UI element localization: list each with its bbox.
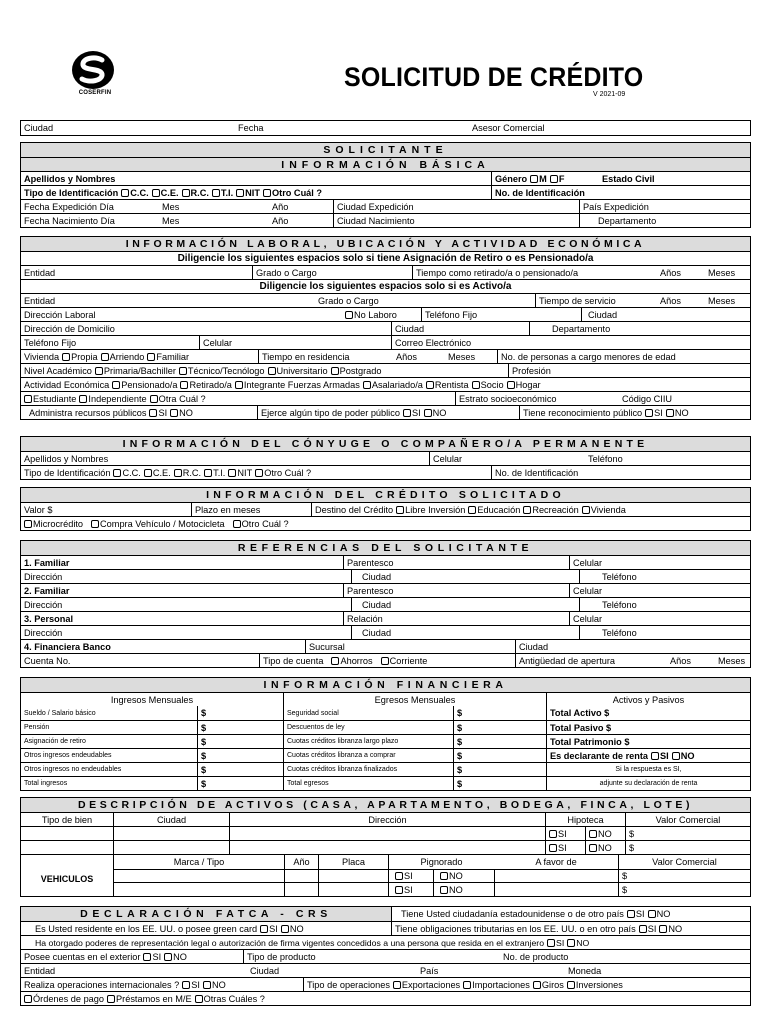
ref-familiar1-parentesco[interactable]: Parentesco — [343, 556, 569, 569]
conyuge-section — [20, 436, 751, 480]
ingreso-value[interactable]: $ — [197, 777, 283, 790]
egreso-value[interactable]: $ — [453, 763, 546, 776]
fatca-entidad-field[interactable]: Entidad — [24, 965, 56, 976]
retirado-checkbox[interactable] — [180, 381, 188, 389]
bien2-hipoteca-no-checkbox[interactable] — [589, 844, 597, 852]
vehiculo2-ano[interactable] — [284, 883, 318, 896]
bien1-tipo[interactable] — [21, 827, 113, 840]
ref-familiar2-telefono[interactable]: Teléfono — [579, 598, 750, 611]
exportaciones-checkbox[interactable] — [393, 981, 401, 989]
financiera-row — [21, 706, 750, 720]
solicitante-section — [20, 142, 751, 228]
coserfin-logo — [66, 48, 124, 98]
no-producto-field[interactable]: No. de producto — [503, 951, 569, 962]
genero-field: Género M F — [491, 172, 599, 185]
egreso-label: Cuotas créditos libranza finalizados — [283, 763, 453, 776]
bien1-ciudad[interactable] — [113, 827, 229, 840]
bien2-tipo[interactable] — [21, 841, 113, 854]
vehiculo-valor-header: Valor Comercial — [618, 855, 750, 869]
nit-checkbox[interactable] — [236, 189, 244, 197]
conyuge-rc-checkbox[interactable] — [174, 469, 182, 477]
poderes-no-checkbox[interactable] — [567, 939, 575, 947]
posee-cuentas-field: Posee cuentas en el exterior SI NO — [24, 951, 187, 962]
conyuge-tipo-id-field: Tipo de Identificación C.C. C.E. R.C. T.I. NIT Otro Cuál ? — [24, 467, 312, 478]
vivienda-field: Vivienda Propia Arriendo Familiar — [24, 351, 190, 362]
ciudadania-field: Tiene Usted ciudadanía estadounidense o de otro país SI NO — [391, 907, 750, 921]
bien1-direccion[interactable] — [229, 827, 545, 840]
vehiculo2-valor[interactable]: $ — [618, 883, 750, 896]
bien1-hipoteca-no: NO — [585, 827, 625, 840]
referencias-section — [20, 540, 751, 668]
obligaciones-field: Tiene obligaciones tributarias en los EE. UU. o en otro país SI NO — [391, 922, 750, 935]
ciudadania-si-checkbox[interactable] — [627, 910, 635, 918]
correo-field[interactable]: Correo Electrónico — [391, 336, 750, 349]
primaria-checkbox[interactable] — [95, 367, 103, 375]
socio-checkbox[interactable] — [472, 381, 480, 389]
propia-checkbox[interactable] — [62, 353, 70, 361]
ref-familiar1-ciudad[interactable]: Ciudad — [351, 570, 579, 583]
cuentas-no-checkbox[interactable] — [164, 953, 172, 961]
ref-familiar2-ciudad[interactable]: Ciudad — [351, 598, 579, 611]
logo-text: COSERFIN — [78, 90, 112, 96]
fatca-section — [20, 906, 751, 1006]
credito-section — [20, 487, 751, 531]
operaciones-field: Realiza operaciones internacionales ? SI NO — [24, 979, 226, 990]
residente-no-checkbox[interactable] — [281, 925, 289, 933]
direccion-laboral-field[interactable]: Dirección Laboral — [24, 309, 96, 320]
vehiculo2-pignorado-si-checkbox[interactable] — [395, 886, 403, 894]
hogar-checkbox[interactable] — [507, 381, 515, 389]
operaciones-si-checkbox[interactable] — [182, 981, 190, 989]
apellidos-field[interactable]: Apellidos y Nombres — [24, 173, 116, 184]
libre-inversion-checkbox[interactable] — [396, 506, 404, 514]
activo-pasivo-value[interactable]: Total Activo $ — [546, 706, 750, 720]
conyuge-cc-checkbox[interactable] — [113, 469, 121, 477]
poder-si-checkbox[interactable] — [403, 409, 411, 417]
reconocimiento-si-checkbox[interactable] — [645, 409, 653, 417]
actividad-economica-field: Actividad Económica Pensionado/a Retirado/a Integrante Fuerzas Armadas Asalariado/a Rentista Socio Hogar — [24, 379, 541, 390]
ciudad-bien-header: Ciudad — [113, 813, 229, 826]
ti-checkbox[interactable] — [212, 189, 220, 197]
page-title: SOLICITUD DE CRÉDITO — [344, 62, 644, 93]
anos-residencia-field[interactable]: Años — [396, 351, 417, 362]
grado-activo-field[interactable]: Grado o Cargo — [318, 295, 379, 306]
ref-familiar1-name[interactable]: 1. Familiar — [24, 557, 70, 568]
familiar-checkbox[interactable] — [147, 353, 155, 361]
vehiculo1-a-favor[interactable] — [494, 870, 618, 883]
bien1-hipoteca-si-checkbox[interactable] — [549, 830, 557, 838]
financiera-section — [20, 677, 751, 791]
ref-familiar2-parentesco[interactable]: Parentesco — [343, 584, 569, 597]
fatca-moneda-field[interactable]: Moneda — [568, 965, 602, 976]
conyuge-telefono-field[interactable]: Teléfono — [588, 453, 623, 464]
tiempo-residencia-field[interactable]: Tiempo en residencia — [258, 350, 393, 363]
financiera-row — [21, 748, 750, 762]
nivel-academico-field: Nivel Académico Primaria/Bachiller Técnico/Tecnólogo Universitario Postgrado — [24, 365, 382, 376]
ingreso-label: Otros ingresos endeudables — [24, 752, 112, 759]
destino-otros-field: Microcrédito Compra Vehículo / Motocicleta Otro Cuál ? — [21, 517, 750, 530]
ahorros-checkbox[interactable] — [331, 657, 339, 665]
ordenes-checkbox[interactable] — [24, 995, 32, 1003]
declaracion-note-1: Si la respuesta es SI, — [546, 763, 750, 776]
postgrado-checkbox[interactable] — [331, 367, 339, 375]
fecha-expedicion-ano[interactable]: Año — [272, 201, 289, 212]
vehiculo1-ano[interactable] — [284, 870, 318, 883]
profesion-field[interactable]: Profesión — [508, 364, 750, 377]
obligaciones-si-checkbox[interactable] — [639, 925, 647, 933]
residente-field: Es Usted residente en los EE. UU. o posee green card SI NO — [35, 923, 304, 934]
financiera-row — [21, 776, 750, 790]
reconocimiento-no-checkbox[interactable] — [666, 409, 674, 417]
recreacion-checkbox[interactable] — [523, 506, 531, 514]
otro-id-checkbox[interactable] — [263, 189, 271, 197]
egreso-value[interactable]: $ — [453, 777, 546, 790]
vehiculo2-pignorado-no: NO — [433, 883, 494, 896]
meses-servicio-field[interactable]: Meses — [708, 295, 736, 306]
conyuge-nit-checkbox[interactable] — [228, 469, 236, 477]
administra-no-checkbox[interactable] — [170, 409, 178, 417]
ref-familiar2-celular[interactable]: Celular — [569, 584, 750, 597]
ingreso-label: Asignación de retiro — [24, 738, 86, 745]
direccion-bien-header: Dirección — [229, 813, 545, 826]
compra-vehiculo-checkbox[interactable] — [91, 520, 99, 528]
ciudad-domicilio-field[interactable]: Ciudad — [391, 322, 529, 335]
bien1-hipoteca-no-checkbox[interactable] — [589, 830, 597, 838]
activos-header: DESCRIPCIÓN DE ACTIVOS (CASA, APARTAMENTO, BODEGA, FINCA, LOTE) — [21, 798, 750, 812]
conyuge-ti-checkbox[interactable] — [204, 469, 212, 477]
poder-publico-field: Ejerce algún tipo de poder público SI NO — [257, 406, 519, 419]
pensionado-checkbox[interactable] — [112, 381, 120, 389]
solicitante-header: SOLICITANTE — [21, 143, 750, 157]
ingreso-label: Pensión — [24, 724, 50, 731]
conyuge-otro-checkbox[interactable] — [255, 469, 263, 477]
vehiculo2-pignorado-no-checkbox[interactable] — [440, 886, 448, 894]
coserfin-logo-icon — [71, 48, 115, 92]
vehiculo1-pignorado-si-checkbox[interactable] — [395, 872, 403, 880]
vehiculo1-pignorado-no: NO — [433, 870, 494, 883]
ref-familiar1-celular[interactable]: Celular — [569, 556, 750, 569]
universitario-checkbox[interactable] — [268, 367, 276, 375]
asesor-field[interactable]: Asesor Comercial — [472, 123, 545, 133]
top-info-box — [20, 120, 751, 136]
antiguedad-anos[interactable]: Años — [670, 655, 691, 666]
ciudad-expedicion-field[interactable]: Ciudad Expedición — [333, 200, 579, 213]
egreso-value[interactable]: $ — [453, 706, 546, 720]
ingreso-value[interactable]: $ — [197, 706, 283, 720]
ref-financiera-banco[interactable]: 4. Financiera Banco — [24, 641, 111, 652]
ref-familiar1-telefono[interactable]: Teléfono — [579, 570, 750, 583]
ce-checkbox[interactable] — [152, 189, 160, 197]
otro-destino-checkbox[interactable] — [233, 520, 241, 528]
ingreso-label: Sueldo / Salario básico — [24, 709, 96, 717]
financiera-rows — [21, 706, 750, 790]
antiguedad-meses[interactable]: Meses — [718, 655, 746, 666]
arriendo-checkbox[interactable] — [101, 353, 109, 361]
ciiu-field[interactable]: Código CIIU — [622, 393, 673, 404]
ref-personal-celular[interactable]: Celular — [569, 612, 750, 625]
estado-civil-field[interactable]: Estado Civil — [602, 173, 655, 184]
telefono-laboral-field[interactable]: Teléfono Fijo — [421, 308, 581, 321]
declarante-no-checkbox[interactable] — [672, 752, 680, 760]
activo-pasivo-value[interactable]: Total Patrimonio $ — [546, 735, 750, 748]
egreso-label: Seguridad social — [283, 706, 453, 720]
ciudad-field[interactable]: Ciudad — [24, 123, 54, 133]
financiera-header: INFORMACIÓN FINANCIERA — [21, 678, 750, 692]
tipo-id-field: Tipo de Identificación C.C. C.E. R.C. T.I. NIT Otro Cuál ? — [24, 187, 323, 198]
marca-tipo-header: Marca / Tipo — [173, 856, 225, 867]
ingreso-value[interactable]: $ — [197, 735, 283, 748]
rc-checkbox[interactable] — [182, 189, 190, 197]
asalariado-checkbox[interactable] — [363, 381, 371, 389]
vehiculo1-pignorado-no-checkbox[interactable] — [440, 872, 448, 880]
financiera-row — [21, 762, 750, 776]
fatca-ciudad-field[interactable]: Ciudad — [250, 965, 280, 976]
bien2-ciudad[interactable] — [113, 841, 229, 854]
otras-checkbox[interactable] — [195, 995, 203, 1003]
ingresos-header: Ingresos Mensuales — [110, 694, 194, 705]
valor-field[interactable]: Valor $ — [24, 504, 53, 515]
ciudadania-no-checkbox[interactable] — [648, 910, 656, 918]
ingreso-value[interactable]: $ — [197, 749, 283, 762]
departamento-domicilio-field[interactable]: Departamento — [529, 322, 750, 335]
cc-checkbox[interactable] — [121, 189, 129, 197]
estrato-field[interactable]: Estrato socioeconómico — [455, 392, 619, 405]
operaciones-no-checkbox[interactable] — [203, 981, 211, 989]
laboral-header: INFORMACIÓN LABORAL, UBICACIÓN Y ACTIVIDAD ECONÓMICA — [21, 237, 750, 251]
fecha-nacimiento-dia[interactable]: Fecha Nacimiento Día — [24, 215, 115, 226]
conyuge-celular-field[interactable]: Celular — [429, 452, 585, 465]
vehiculo1-valor[interactable]: $ — [618, 870, 750, 883]
credito-header: INFORMACIÓN DEL CRÉDITO SOLICITADO — [21, 488, 750, 502]
cuenta-no-field[interactable]: Cuenta No. — [24, 655, 71, 666]
activo-note: Diligencie los siguientes espacios solo si es Activo/a — [21, 279, 750, 293]
telefono-fijo-field[interactable]: Teléfono Fijo — [24, 337, 77, 348]
rentista-checkbox[interactable] — [426, 381, 434, 389]
inversiones-checkbox[interactable] — [567, 981, 575, 989]
integrante-checkbox[interactable] — [235, 381, 243, 389]
ref-personal-ciudad[interactable]: Ciudad — [351, 626, 579, 639]
vivienda-checkbox[interactable] — [582, 506, 590, 514]
tipo-producto-field[interactable]: Tipo de producto — [243, 950, 483, 963]
conyuge-header: INFORMACIÓN DEL CÓNYUGE O COMPAÑERO/A PERMANENTE — [21, 437, 750, 451]
fecha-expedicion-mes[interactable]: Mes — [162, 201, 180, 212]
ciudad-laboral-field[interactable]: Ciudad — [581, 308, 750, 321]
placa-header: Placa — [318, 855, 388, 869]
importaciones-checkbox[interactable] — [463, 981, 471, 989]
egreso-label: Descuentos de ley — [283, 721, 453, 734]
ref-personal-name[interactable]: 3. Personal — [24, 613, 74, 624]
ingreso-label: Total ingresos — [24, 780, 68, 787]
vehiculo2-placa[interactable] — [318, 883, 388, 896]
egresos-header: Egresos Mensuales — [283, 693, 546, 706]
conyuge-ce-checkbox[interactable] — [144, 469, 152, 477]
plazo-field[interactable]: Plazo en meses — [191, 503, 311, 516]
celular-field[interactable]: Celular — [199, 336, 391, 349]
ingreso-value[interactable]: $ — [197, 763, 283, 776]
genero-f-checkbox[interactable] — [550, 175, 558, 183]
reconocimiento-field: Tiene reconocimiento público SI NO — [519, 406, 750, 419]
meses-retiro-field[interactable]: Meses — [708, 267, 736, 278]
pignorado-header: Pignorado — [388, 855, 494, 869]
residente-si-checkbox[interactable] — [260, 925, 268, 933]
bien2-direccion[interactable] — [229, 841, 545, 854]
vehiculo1-pignorado-si: SI — [388, 870, 433, 883]
bien1-hipoteca-si: SI — [545, 827, 585, 840]
vehiculo1-marca[interactable] — [114, 870, 284, 883]
independiente-checkbox[interactable] — [79, 395, 87, 403]
declarante-renta-field: Es declarante de renta SI NO — [546, 749, 750, 762]
valor-comercial-header: Valor Comercial — [625, 813, 750, 826]
no-laboro-checkbox[interactable] — [345, 311, 353, 319]
ocupacion-otros-field: Estudiante Independiente Otra Cuál ? — [21, 392, 455, 405]
microcredito-checkbox[interactable] — [24, 520, 32, 528]
form-version: V 2021-09 — [593, 91, 626, 98]
otras-operaciones-field: Órdenes de pago Préstamos en M/E Otras Cuáles ? — [21, 992, 750, 1005]
bien2-hipoteca-no: NO — [585, 841, 625, 854]
obligaciones-no-checkbox[interactable] — [659, 925, 667, 933]
antiguedad-field[interactable]: Antigüedad de apertura — [515, 654, 667, 667]
corriente-checkbox[interactable] — [381, 657, 389, 665]
pais-expedicion-field[interactable]: País Expedición — [579, 200, 750, 213]
giros-checkbox[interactable] — [533, 981, 541, 989]
tecnico-checkbox[interactable] — [179, 367, 187, 375]
departamento-nacimiento-field[interactable]: Departamento — [579, 214, 750, 227]
retiro-note: Diligencie los siguientes espacios solo si tiene Asignación de Retiro o es Pensionado/a — [21, 251, 750, 265]
a-favor-header: A favor de — [535, 856, 577, 867]
informacion-basica-header: INFORMACIÓN BÁSICA — [21, 157, 750, 171]
personas-cargo-field[interactable]: No. de personas a cargo menores de edad — [497, 350, 750, 363]
egreso-value[interactable]: $ — [453, 749, 546, 762]
ref-personal-direccion[interactable]: Dirección — [24, 627, 63, 638]
egreso-value[interactable]: $ — [453, 721, 546, 734]
ref-familiar2-name[interactable]: 2. Familiar — [24, 585, 70, 596]
fecha-expedicion-dia[interactable]: Fecha Expedición Día — [24, 201, 114, 212]
tipo-operaciones-field: Tipo de operaciones Exportaciones Importaciones Giros Inversiones — [303, 978, 750, 991]
fatca-pais-field[interactable]: País — [420, 965, 439, 976]
conyuge-apellidos-field[interactable]: Apellidos y Nombres — [24, 453, 109, 464]
bien2-hipoteca-si-checkbox[interactable] — [549, 844, 557, 852]
egreso-label: Total egresos — [283, 777, 453, 790]
entidad-activo-field[interactable]: Entidad — [24, 295, 56, 306]
referencias-header: REFERENCIAS DEL SOLICITANTE — [21, 541, 750, 555]
destino-field: Destino del Crédito Libre Inversión Educación Recreación Vivienda — [311, 503, 750, 516]
declaracion-note-2: adjunte su declaración de renta — [546, 777, 750, 790]
grado-retiro-field[interactable]: Grado o Cargo — [252, 266, 412, 279]
ingreso-label: Otros ingresos no endeudables — [24, 766, 122, 773]
administra-recursos-field: Administra recursos públicos SI NO — [29, 407, 193, 418]
fecha-field[interactable]: Fecha — [238, 123, 264, 133]
prestamos-checkbox[interactable] — [107, 995, 115, 1003]
ref-familiar1-direccion[interactable]: Dirección — [24, 571, 63, 582]
vehiculo2-pignorado-si: SI — [388, 883, 433, 896]
direccion-domicilio-field[interactable]: Dirección de Domicilio — [24, 323, 115, 334]
ref-personal-relacion[interactable]: Relación — [343, 612, 569, 625]
conyuge-no-id-field[interactable]: No. de Identificación — [491, 466, 750, 479]
ingreso-value[interactable]: $ — [197, 721, 283, 734]
egreso-label: Cuotas créditos libranza a comprar — [283, 749, 453, 762]
vehiculo2-marca[interactable] — [114, 883, 284, 896]
fecha-nacimiento-mes[interactable]: Mes — [162, 215, 180, 226]
poderes-field: Ha otorgado poderes de representación legal o autorización de firma vigentes concedidos a una persona que resida en el extranjero SI NO — [35, 937, 590, 948]
meses-residencia-field[interactable]: Meses — [448, 351, 476, 362]
genero-m-checkbox[interactable] — [530, 175, 538, 183]
poderes-si-checkbox[interactable] — [547, 939, 555, 947]
egreso-label: Cuotas créditos libranza largo plazo — [283, 735, 453, 748]
laboral-section — [20, 236, 751, 420]
anos-retiro-field[interactable]: Años — [660, 267, 681, 278]
ref-personal-telefono[interactable]: Teléfono — [579, 626, 750, 639]
hipoteca-header: Hipoteca — [545, 813, 625, 826]
declarante-si-checkbox[interactable] — [651, 752, 659, 760]
administra-si-checkbox[interactable] — [149, 409, 157, 417]
ciudad-nacimiento-field[interactable]: Ciudad Nacimiento — [333, 214, 579, 227]
fatca-header: DECLARACIÓN FATCA - CRS — [21, 907, 391, 921]
otra-ocupacion-checkbox[interactable] — [150, 395, 158, 403]
egreso-value[interactable]: $ — [453, 735, 546, 748]
financiera-row — [21, 734, 750, 748]
financiera-row — [21, 720, 750, 734]
tipo-bien-header: Tipo de bien — [41, 814, 93, 825]
vehiculo1-placa[interactable] — [318, 870, 388, 883]
bien2-hipoteca-si: SI — [545, 841, 585, 854]
ref-financiera-sucursal[interactable]: Sucursal — [305, 640, 515, 653]
tiempo-retirado-field[interactable]: Tiempo como retirado/a o pensionado/a — [412, 266, 657, 279]
vehiculo2-a-favor[interactable] — [494, 883, 618, 896]
bien2-valor[interactable]: $ — [625, 841, 750, 854]
cuentas-si-checkbox[interactable] — [143, 953, 151, 961]
ano-header: Año — [284, 855, 318, 869]
activos-pasivos-header: Activos y Pasivos — [546, 693, 750, 706]
educacion-checkbox[interactable] — [468, 506, 476, 514]
fecha-nacimiento-ano[interactable]: Año — [272, 215, 289, 226]
tipo-cuenta-field: Tipo de cuenta Ahorros Corriente — [259, 654, 515, 667]
bien1-valor[interactable]: $ — [625, 827, 750, 840]
activo-pasivo-value[interactable]: Total Pasivo $ — [546, 721, 750, 734]
estudiante-checkbox[interactable] — [24, 395, 32, 403]
entidad-retiro-field[interactable]: Entidad — [24, 267, 56, 278]
activos-section — [20, 797, 751, 897]
ref-familiar2-direccion[interactable]: Dirección — [24, 599, 63, 610]
no-identificacion-field[interactable]: No. de Identificación — [491, 186, 750, 199]
vehiculos-label: VEHICULOS — [40, 874, 94, 884]
poder-no-checkbox[interactable] — [424, 409, 432, 417]
no-laboro-option: No Laboro — [339, 308, 421, 321]
tiempo-servicio-field[interactable]: Tiempo de servicio — [535, 294, 657, 307]
ref-financiera-ciudad[interactable]: Ciudad — [515, 640, 750, 653]
anos-servicio-field[interactable]: Años — [660, 295, 681, 306]
